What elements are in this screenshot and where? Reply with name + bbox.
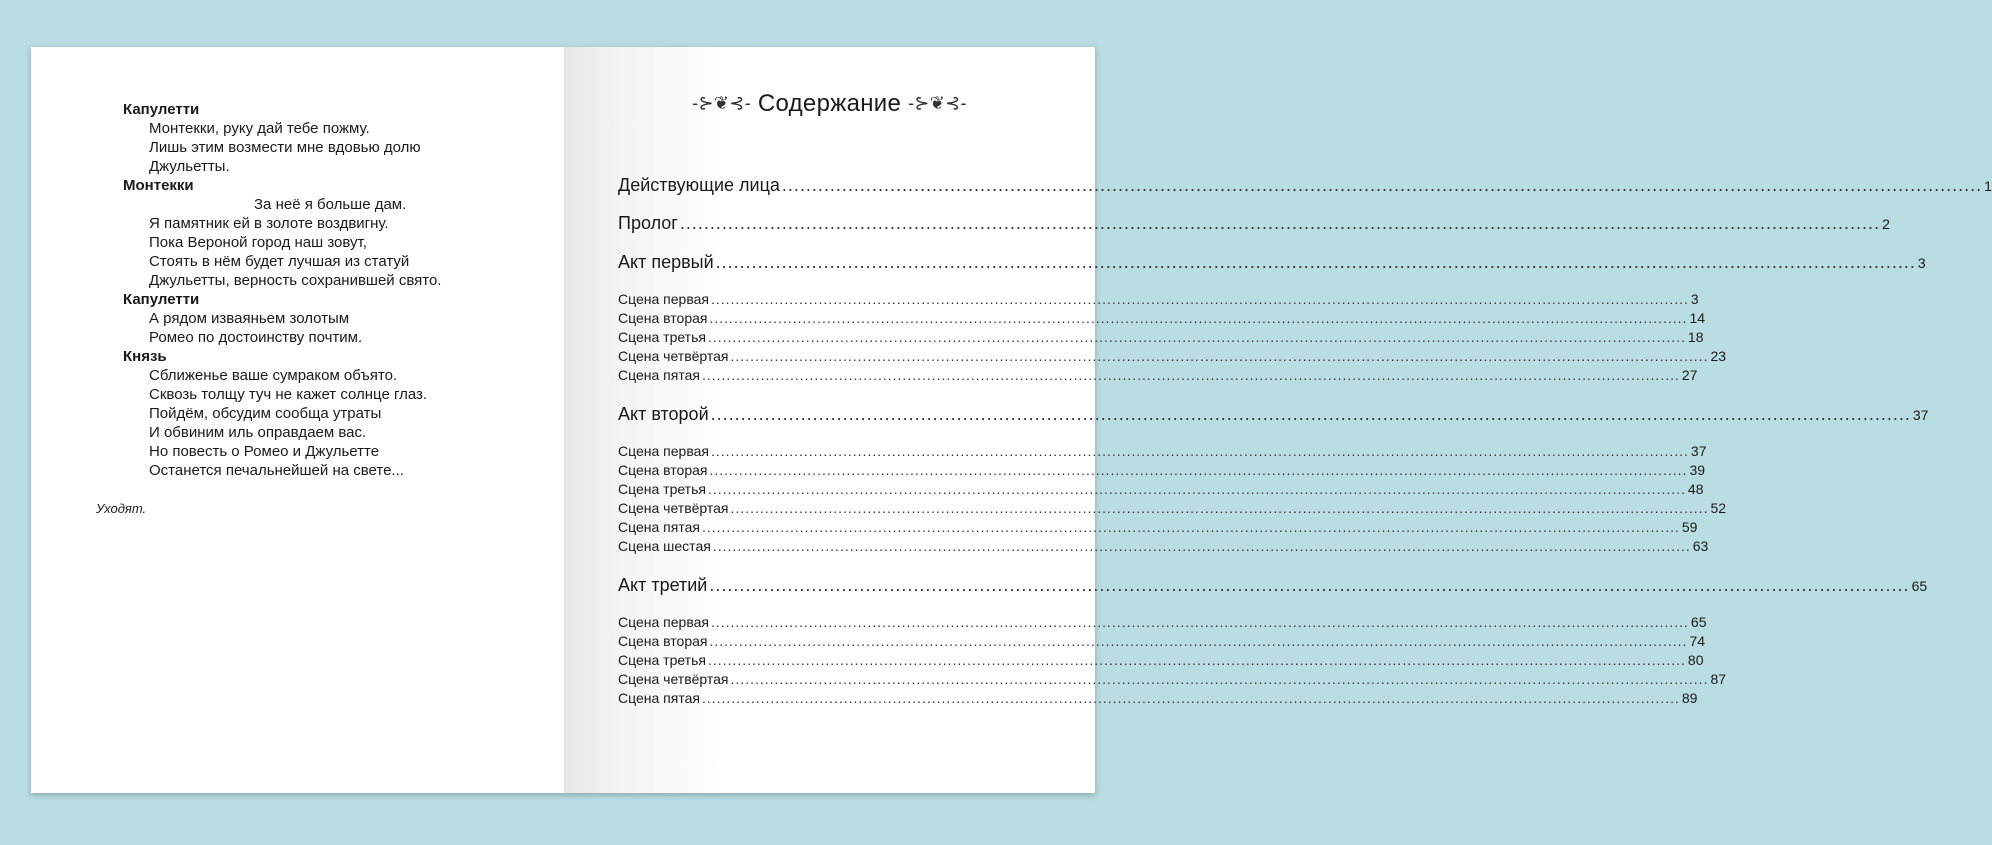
verse-line: И обвиним иль оправдаем вас. <box>149 424 367 441</box>
verse-line: Стоять в нём будет лучшая из статуй <box>149 253 410 270</box>
verse-line: Джульетты, верность сохранившей свято. <box>149 272 442 289</box>
toc-entry-title: Сцена первая <box>618 443 709 459</box>
toc-scene-entry <box>618 291 1699 307</box>
toc-entry-title: Сцена пятая <box>618 519 700 535</box>
speaker-name: Капулетти <box>123 291 200 308</box>
verse-line: За неё я больше дам. <box>254 196 407 213</box>
toc-entry-title: Акт второй <box>618 404 709 424</box>
toc-scene-entry <box>618 500 1727 516</box>
toc-entry-title: Сцена третья <box>618 329 706 345</box>
ornament-left-icon: -⊱❦⊰- <box>692 93 751 113</box>
leader-dots: ........................................................................................................................................................................................................ <box>707 652 1686 668</box>
verse-line: А рядом изваяньем золотым <box>149 310 350 327</box>
leader-dots: ........................................................................................................................................................................................................ <box>709 310 1688 326</box>
toc-section-entry <box>618 404 1929 425</box>
toc-entry-page: 52 <box>1710 500 1727 516</box>
leader-dots: ........................................................................................................................................................................................................ <box>730 500 1709 516</box>
toc-entry-title: Сцена пятая <box>618 367 700 383</box>
leader-dots: ........................................................................................................................................................................................................ <box>710 614 1689 630</box>
toc-title <box>564 90 1095 118</box>
verse-line: Пойдём, обсудим сообща утраты <box>149 405 382 422</box>
toc-scene-entry <box>618 443 1707 459</box>
toc-entry-page: 74 <box>1689 633 1706 649</box>
toc-entry-page: 89 <box>1681 690 1698 706</box>
verse-line: Пока Вероной город наш зовут, <box>149 234 367 251</box>
toc-entry-page: 14 <box>1689 310 1706 326</box>
toc-scene-entry <box>618 652 1704 668</box>
toc-entry-page: 63 <box>1692 538 1709 554</box>
toc-scene-entry <box>618 671 1727 687</box>
verse-line: Но повесть о Ромео и Джульетте <box>149 443 380 460</box>
leader-dots: ........................................................................................................................................................................................................ <box>679 213 1881 233</box>
toc-entry-page: 87 <box>1710 671 1727 687</box>
speaker-name: Капулетти <box>123 101 200 118</box>
toc-entry-page: 80 <box>1687 652 1704 668</box>
leader-dots: ........................................................................................................................................................................................................ <box>730 671 1709 687</box>
left-page <box>31 47 564 793</box>
toc-scene-entry <box>618 614 1707 630</box>
toc-entry-title: Сцена третья <box>618 481 706 497</box>
toc-entry-page: 2 <box>1882 216 1890 232</box>
toc-entry-title: Сцена третья <box>618 652 706 668</box>
speaker-name: Князь <box>123 348 167 365</box>
verse-line: Ромео по достоинству почтим. <box>149 329 363 346</box>
toc-entry-title: Сцена четвёртая <box>618 671 729 687</box>
verse-line: Сближенье ваше сумраком объято. <box>149 367 398 384</box>
verse-line: Монтекки, руку дай тебе пожму. <box>149 120 370 137</box>
toc-entry-page: 37 <box>1690 443 1707 459</box>
speaker-name: Монтекки <box>123 177 194 194</box>
verse-line: Я памятник ей в золоте воздвигну. <box>149 215 389 232</box>
toc-scene-entry <box>618 367 1698 383</box>
play-text <box>123 100 441 480</box>
toc-entry-page: 65 <box>1911 578 1928 594</box>
leader-dots: ........................................................................................................................................................................................................ <box>707 329 1686 345</box>
leader-dots: ........................................................................................................................................................................................................ <box>710 291 1689 307</box>
leader-dots: ........................................................................................................................................................................................................ <box>701 519 1680 535</box>
leader-dots: ........................................................................................................................................................................................................ <box>715 252 1916 272</box>
leader-dots: ........................................................................................................................................................................................................ <box>709 462 1688 478</box>
verse-line: Останется печальнейшей на свете... <box>149 462 404 479</box>
toc-heading: Содержание <box>757 90 902 117</box>
toc-entry-page: 59 <box>1681 519 1698 535</box>
toc-entry-title: Сцена пятая <box>618 690 700 706</box>
toc-section-entry <box>618 575 1928 596</box>
toc-entry-title: Сцена вторая <box>618 310 708 326</box>
toc-entry-page: 27 <box>1681 367 1698 383</box>
toc-entry-title: Акт третий <box>618 575 708 595</box>
toc-entry-page: 65 <box>1690 614 1707 630</box>
verse-line: Джульетты. <box>149 158 230 175</box>
toc-scene-entry <box>618 538 1709 554</box>
leader-dots: ........................................................................................................................................................................................................ <box>707 481 1686 497</box>
toc-entry-title: Сцена первая <box>618 291 709 307</box>
toc-scene-entry <box>618 481 1704 497</box>
toc-entry-title: Сцена четвёртая <box>618 348 729 364</box>
toc-entry-page: 3 <box>1690 291 1699 307</box>
leader-dots: ........................................................................................................................................................................................................ <box>730 348 1709 364</box>
toc-scene-entry <box>618 633 1706 649</box>
leader-dots: ........................................................................................................................................................................................................ <box>710 443 1689 459</box>
toc-entry-page: 3 <box>1917 255 1926 271</box>
leader-dots: ........................................................................................................................................................................................................ <box>709 575 1910 595</box>
toc-entry-title: Сцена первая <box>618 614 709 630</box>
toc-entry-title: Сцена шестая <box>618 538 711 554</box>
leader-dots: ........................................................................................................................................................................................................ <box>781 175 1983 195</box>
toc-entry-page: 18 <box>1687 329 1704 345</box>
toc-entry-title: Сцена четвёртая <box>618 500 729 516</box>
leader-dots: ........................................................................................................................................................................................................ <box>701 690 1680 706</box>
toc-entry-title: Пролог <box>618 213 678 233</box>
toc-entry-page: 37 <box>1912 407 1929 423</box>
toc-scene-entry <box>618 348 1727 364</box>
toc-scene-entry <box>618 329 1704 345</box>
toc-section-entry <box>618 175 1992 196</box>
toc-entry-title: Сцена вторая <box>618 633 708 649</box>
toc-scene-entry <box>618 462 1706 478</box>
leader-dots: ........................................................................................................................................................................................................ <box>710 404 1911 424</box>
toc-entry-page: 1 <box>1984 178 1992 194</box>
toc-scene-entry <box>618 690 1698 706</box>
stage-direction: Уходят. <box>96 501 147 516</box>
verse-line: Сквозь толщу туч не кажет солнце глаз. <box>149 386 428 403</box>
toc-entry-page: 23 <box>1710 348 1727 364</box>
toc-scene-entry <box>618 519 1698 535</box>
leader-dots: ........................................................................................................................................................................................................ <box>701 367 1680 383</box>
toc-entry-title: Действующие лица <box>618 175 780 195</box>
leader-dots: ........................................................................................................................................................................................................ <box>712 538 1691 554</box>
ornament-right-icon: -⊱❦⊰- <box>908 93 967 113</box>
toc-entry-title: Акт первый <box>618 252 714 272</box>
toc-entry-title: Сцена вторая <box>618 462 708 478</box>
leader-dots: ........................................................................................................................................................................................................ <box>709 633 1688 649</box>
toc-entry-page: 39 <box>1689 462 1706 478</box>
toc-section-entry <box>618 252 1926 273</box>
toc-entry-page: 48 <box>1687 481 1704 497</box>
toc-scene-entry <box>618 310 1706 326</box>
verse-line: Лишь этим возмести мне вдовью долю <box>149 139 421 156</box>
toc-section-entry <box>618 213 1890 234</box>
